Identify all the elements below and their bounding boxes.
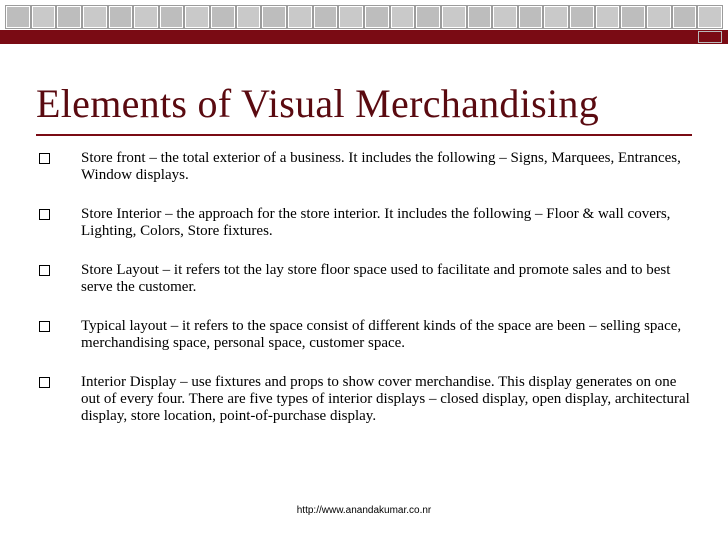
hollow-square-icon: [39, 265, 50, 276]
list-item: [32, 318, 696, 352]
decorative-square: [262, 6, 286, 28]
decorative-square: [596, 6, 620, 28]
decorative-square: [160, 6, 184, 28]
list-item: [32, 150, 696, 184]
decorative-square: [698, 6, 722, 28]
list-item: [32, 262, 696, 296]
slide-title: Elements of Visual Merchandising: [36, 81, 600, 126]
bullet-text: Store Interior – the approach for the store interior. It includes the following – Floor & wall covers, Lighting, Colors, Store fixtures.: [81, 206, 671, 239]
header-accent-bar: [0, 30, 728, 44]
decorative-square: [673, 6, 697, 28]
decorative-square: [647, 6, 671, 28]
hollow-square-icon: [39, 153, 50, 164]
bullet-list: [32, 150, 696, 447]
decorative-square: [442, 6, 466, 28]
decorative-square: [339, 6, 363, 28]
hollow-square-icon: [39, 377, 50, 388]
decorative-square: [288, 6, 312, 28]
decorative-square: [519, 6, 543, 28]
decorative-square: [32, 6, 56, 28]
accent-square: [698, 31, 722, 43]
decorative-square: [134, 6, 158, 28]
bullet-text: Store Layout – it refers tot the lay store floor space used to facilitate and promote sales and to best serve the customer.: [81, 262, 671, 295]
bullet-text: Typical layout – it refers to the space consist of different kinds of the space are been – selling space, merchandising space, personal space, customer space.: [81, 318, 682, 351]
top-decorative-squares: [6, 6, 722, 28]
decorative-square: [493, 6, 517, 28]
decorative-square: [237, 6, 261, 28]
list-item: [32, 374, 696, 425]
decorative-square: [365, 6, 389, 28]
decorative-square: [570, 6, 594, 28]
decorative-square: [109, 6, 133, 28]
hollow-square-icon: [39, 321, 50, 332]
decorative-square: [416, 6, 440, 28]
bullet-text: Interior Display – use fixtures and props to show cover merchandise. This display generates on one out of every four. There are five types of interior displays – closed display, open display, architectural display, store location, point-of-purchase display.: [81, 374, 690, 424]
decorative-square: [6, 6, 30, 28]
decorative-square: [185, 6, 209, 28]
decorative-square: [83, 6, 107, 28]
hollow-square-icon: [39, 209, 50, 220]
title-divider: [36, 134, 692, 136]
decorative-square: [544, 6, 568, 28]
bullet-text: Store front – the total exterior of a business. It includes the following – Signs, Marquees, Entrances, Window displays.: [81, 150, 681, 183]
list-item: [32, 206, 696, 240]
decorative-square: [314, 6, 338, 28]
footer-url[interactable]: http://www.anandakumar.co.nr: [296, 505, 432, 516]
decorative-square: [391, 6, 415, 28]
decorative-square: [211, 6, 235, 28]
decorative-square: [57, 6, 81, 28]
decorative-square: [621, 6, 645, 28]
decorative-square: [468, 6, 492, 28]
